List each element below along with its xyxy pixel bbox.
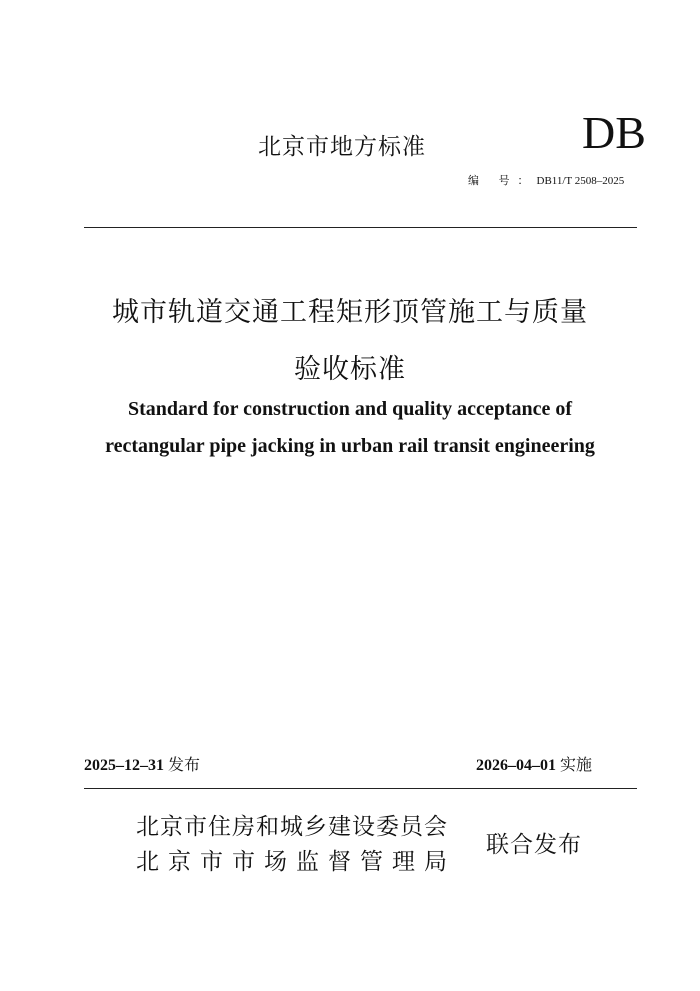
implement-date [476,752,592,775]
implement-date-value: 2026–04–01 [476,757,556,774]
title-cn-line1: 城市轨道交通工程矩形顶管施工与质量 [112,297,588,328]
top-divider [84,227,637,228]
title-en-line2: rectangular pipe jacking in urban rail transit engineering [105,435,595,457]
issue-date-label: 发布 [168,755,201,774]
issuer-housing-commission: 北京市住房和城乡建设委员会 [136,814,448,840]
bottom-divider [84,788,637,789]
issue-date [84,752,200,775]
implement-date-label: 实施 [560,755,593,774]
db-mark: DB [582,107,646,158]
joint-issue-label: 联合发布 [486,832,582,858]
title-cn-line2: 验收标准 [294,354,406,385]
title-en-line1: Standard for construction and quality acceptance of [127,398,573,420]
local-standard-label: 北京市地方标准 [258,134,426,160]
standard-number-value: DB11/T 2508–2025 [536,175,625,187]
issue-date-value: 2025–12–31 [84,757,164,774]
issuer-market-regulation: 北京市市场监督管理局 [136,849,456,875]
standard-number-label: 编 号： [468,174,537,187]
standard-number [468,172,624,188]
